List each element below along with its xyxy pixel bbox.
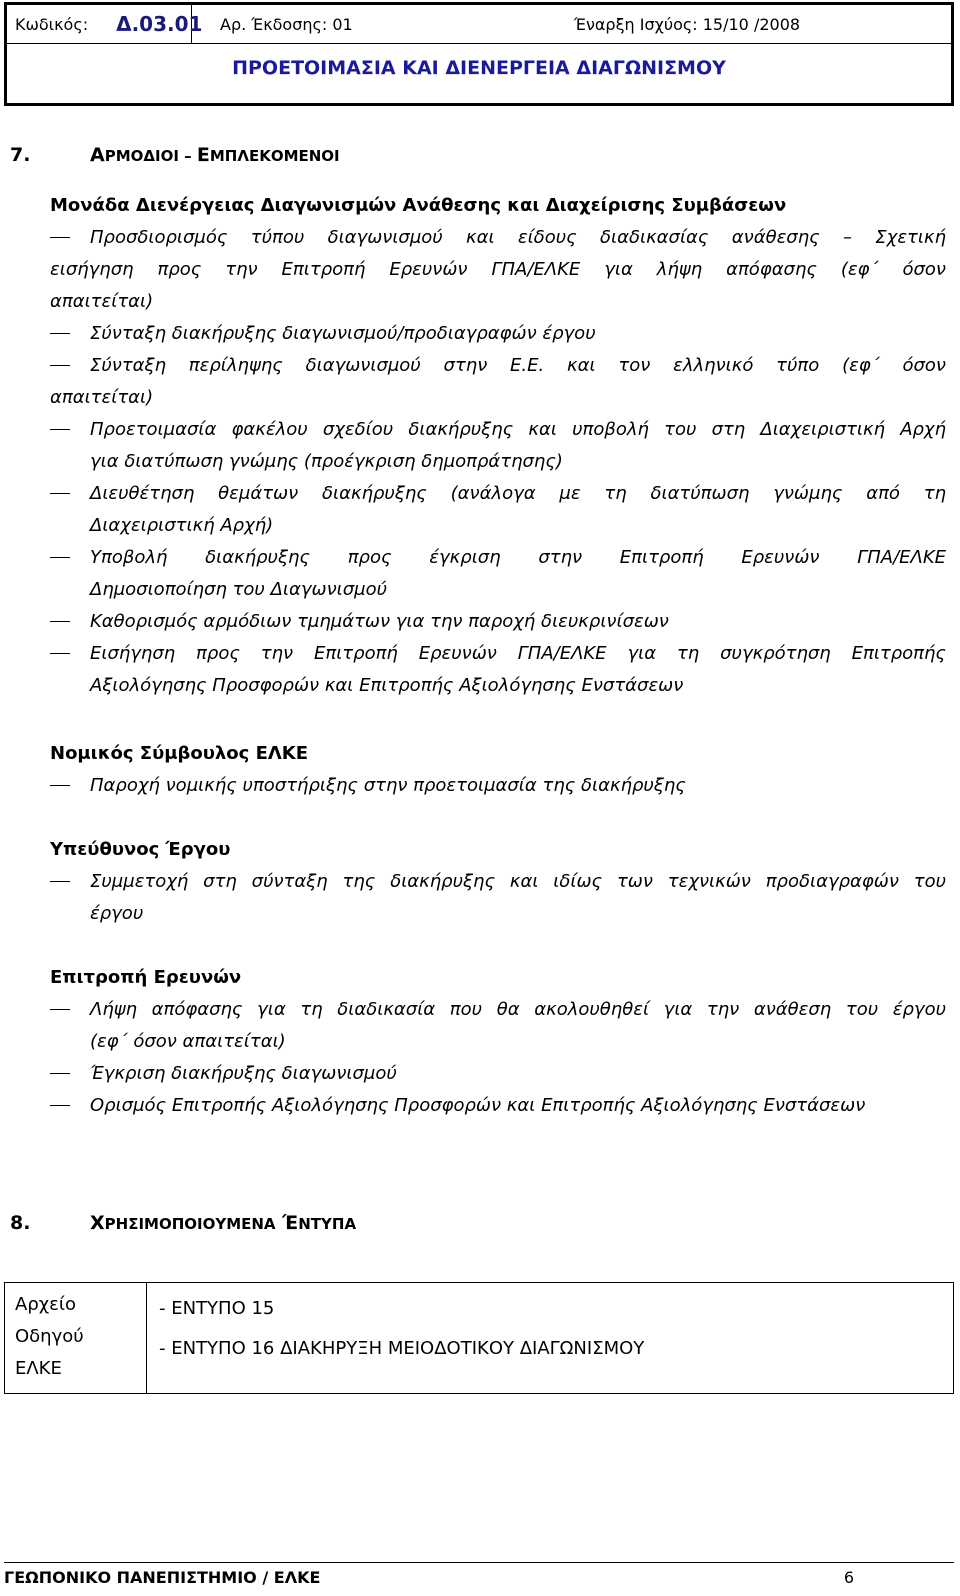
document-header: [4, 2, 954, 106]
section-number: 8.: [10, 1212, 31, 1234]
section-number: 7.: [10, 144, 31, 166]
document-code: Δ.03.01: [116, 12, 203, 36]
forms-table-list-cell: [147, 1283, 644, 1393]
unit-responsibilities: [50, 190, 946, 702]
footer-institution: ΓΕΩΠΟΝΙΚΟ ΠΑΝΕΠΙΣΤΗΜΙΟ / ΕΛΚΕ: [4, 1568, 321, 1587]
list-item-continuation: απαιτείται): [50, 291, 154, 312]
list-item: Υποβολή διακήρυξης προς έγκριση στην Επιτροπή Ερευνών ΓΠΑ/ΕΛΚΕ: [50, 542, 946, 574]
header-code-cell: [7, 5, 203, 43]
forms-table: [4, 1282, 954, 1394]
header-info-row: [7, 5, 951, 44]
list-item-continuation: εισήγηση προς την Επιτροπή Ερευνών ΓΠΑ/ΕΛΚΕ για λήψη απόφασης (εφ΄ όσον: [50, 259, 946, 280]
group-title: Νομικός Σύμβουλος ΕΛΚΕ: [50, 743, 309, 764]
list-item-continuation: για διατύπωση γνώμης (προέγκριση δημοπράτησης): [90, 451, 563, 472]
section-7-heading: 7. ΑΡΜΟΔΙΟΙ – ΕΜΠΛΕΚΟΜΕΝΟΙ: [10, 144, 340, 166]
effective-date: Έναρξη Ισχύος: 15/10 /2008: [574, 14, 801, 34]
list-item: Ορισμός Επιτροπής Αξιολόγησης Προσφορών και Επιτροπής Αξιολόγησης Ενστάσεων: [50, 1090, 946, 1122]
list-item-continuation: Διαχειριστική Αρχή): [90, 515, 274, 536]
document-title: ΠΡΟΕΤΟΙΜΑΣΙΑ ΚΑΙ ΔΙΕΝΕΡΓΕΙΑ ΔΙΑΓΩΝΙΣΜΟΥ: [232, 57, 726, 79]
list-item-continuation: Δημοσιοποίηση του Διαγωνισμού: [90, 579, 387, 600]
page-footer: [4, 1562, 954, 1592]
code-label: Κωδικός:: [15, 14, 89, 34]
list-item: Εισήγηση προς την Επιτροπή Ερευνών ΓΠΑ/ΕΛΚΕ για τη συγκρότηση Επιτροπής: [50, 638, 946, 670]
list-item: Παροχή νομικής υποστήριξης στην προετοιμασία της διακήρυξης: [50, 770, 946, 802]
list-item: Συμμετοχή στη σύνταξη της διακήρυξης και ιδίως των τεχνικών προδιαγραφών του: [50, 866, 946, 898]
list-item: Προετοιμασία φακέλου σχεδίου διακήρυξης και υποβολή του στη Διαχειριστική Αρχή: [50, 414, 946, 446]
forms-table-source-cell: Αρχείο Οδηγού ΕΛΚΕ: [5, 1283, 147, 1393]
form-entry: - ΕΝΤΥΠΟ 16 ΔΙΑΚΗΡΥΞΗ ΜΕΙΟΔΟΤΙΚΟΥ ΔΙΑΓΩΝΙΣΜΟΥ: [159, 1338, 645, 1359]
edition-number: Αρ. Έκδοσης: 01: [220, 14, 353, 34]
list-item: Διευθέτηση θεμάτων διακήρυξης (ανάλογα με τη διατύπωση γνώμης από τη: [50, 478, 946, 510]
list-item-continuation: έργου: [90, 903, 144, 924]
section-8-heading: 8. ΧΡΗΣΙΜΟΠΟΙΟΥΜΕΝΑ ΈΝΤΥΠΑ: [10, 1212, 357, 1234]
legal-responsibilities: [50, 738, 946, 802]
list-item: Προσδιορισμός τύπου διαγωνισμού και είδους διαδικασίας ανάθεσης – Σχετική: [50, 222, 946, 254]
project-manager-responsibilities: [50, 834, 946, 930]
list-item: Σύνταξη περίληψης διαγωνισμού στην Ε.Ε. και τον ελληνικό τύπο (εφ΄ όσον: [50, 350, 946, 382]
list-item-continuation: (εφ΄ όσον απαιτείται): [90, 1031, 286, 1052]
page-number: 6: [843, 1568, 854, 1587]
list-item-continuation: Αξιολόγησης Προσφορών και Επιτροπής Αξιολόγησης Ενστάσεων: [90, 675, 684, 696]
list-item: Λήψη απόφασης για τη διαδικασία που θα ακολουθηθεί για την ανάθεση του έργου: [50, 994, 946, 1026]
list-item-continuation: απαιτείται): [50, 387, 154, 408]
list-item: Έγκριση διακήρυξης διαγωνισμού: [50, 1058, 946, 1090]
group-title: Επιτροπή Ερευνών: [50, 967, 242, 988]
list-item: Σύνταξη διακήρυξης διαγωνισμού/προδιαγραφών έργου: [50, 318, 946, 350]
form-entry: - ΕΝΤΥΠΟ 15: [159, 1298, 275, 1319]
group-title: Υπεύθυνος Έργου: [50, 839, 231, 860]
committee-responsibilities: [50, 962, 946, 1122]
group-title: Μονάδα Διενέργειας Διαγωνισμών Ανάθεσης και Διαχείρισης Συμβάσεων: [50, 195, 787, 216]
list-item: Καθορισμός αρμόδιων τμημάτων για την παροχή διευκρινίσεων: [50, 606, 946, 638]
